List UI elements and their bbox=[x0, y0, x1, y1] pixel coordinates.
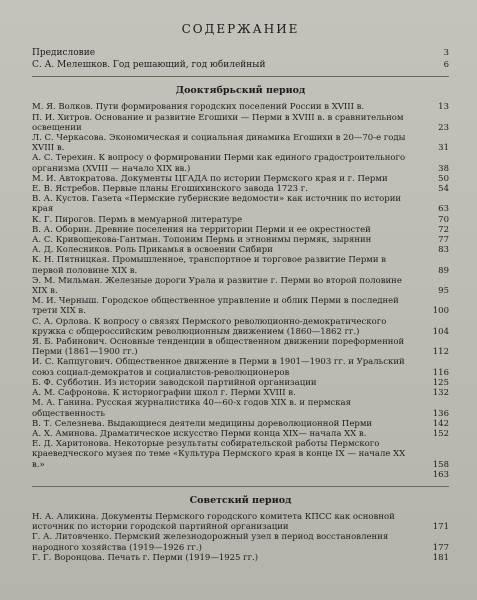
toc-entry bbox=[32, 48, 449, 58]
entry-page: 83 bbox=[438, 245, 449, 256]
entry-page: 13 bbox=[438, 102, 449, 113]
toc-entry bbox=[32, 296, 449, 316]
toc-entry bbox=[32, 245, 449, 255]
toc-entry bbox=[32, 153, 449, 173]
entry-text: А. Х. Аминова. Драматическое искусство Перми конца XIX— начала XX в. bbox=[32, 428, 367, 439]
entry-page: 163 bbox=[432, 469, 449, 480]
toc-entry bbox=[32, 235, 449, 245]
entry-page: 100 bbox=[432, 306, 449, 317]
toc-entry bbox=[32, 388, 449, 398]
entry-page: 70 bbox=[438, 214, 449, 225]
entry-page: 89 bbox=[438, 265, 449, 276]
divider bbox=[32, 486, 449, 487]
toc-entry bbox=[32, 512, 449, 532]
toc-entry bbox=[32, 419, 449, 429]
page-title: СОДЕРЖАНИЕ bbox=[181, 22, 300, 36]
entry-text: С. А. Мелешков. Год решающий, год юбилейный bbox=[32, 60, 266, 71]
toc-entry bbox=[32, 378, 449, 388]
entry-text: К. Г. Пирогов. Пермь в мемуарной литературе bbox=[32, 214, 243, 225]
entry-page: 177 bbox=[432, 542, 449, 553]
entry-text: Г. Г. Воронцова. Печать г. Перми (1919—1925 гг.) bbox=[32, 552, 259, 563]
toc-entry bbox=[32, 553, 449, 563]
entry-text: М. А. Ганина. Русская журналистика 40—60-х годов XIX в. и пермская общественность bbox=[32, 398, 351, 419]
toc-entry bbox=[32, 337, 449, 357]
entry-text: П. И. Хитров. Основание и развитие Егошихи — Перми в XVIII в. в сравнительном освещении bbox=[32, 112, 404, 133]
entry-text: Л. С. Черкасова. Экономическая и социальная динамика Егошихи в 20—70-е годы XVIII в. bbox=[32, 133, 406, 154]
toc-entry bbox=[32, 398, 449, 418]
section-heading-soviet: Советский период bbox=[189, 494, 292, 506]
entry-text: И. С. Капцугович. Общественное движение в Перми в 1901—1903 гг. и Уральский союз социал-демократов и социалистов-революционеров bbox=[32, 357, 405, 378]
entry-text: Г. А. Литовченко. Пермский железнодорожный узел в период восстановления народного хозяйства (1919—1926 гг.) bbox=[32, 532, 389, 553]
toc-entry bbox=[32, 184, 449, 194]
entry-text: Э. М. Мильман. Железные дороги Урала и развитие г. Перми во второй половине XIX в. bbox=[32, 275, 402, 297]
entry-page: 54 bbox=[438, 184, 449, 195]
toc-entry bbox=[32, 102, 449, 112]
toc-entry bbox=[32, 133, 449, 153]
entry-page: 38 bbox=[438, 163, 449, 174]
entry-page: 132 bbox=[432, 388, 449, 399]
toc-entry bbox=[32, 429, 449, 439]
entry-text: Н. А. Аликина. Документы Пермского городского комитета КПСС как основной источник по истории городской партийной организации bbox=[32, 511, 395, 533]
entry-page: 152 bbox=[432, 428, 449, 439]
entry-text: Б. Ф. Субботин. Из истории заводской партийной организации bbox=[32, 377, 317, 388]
entry-page: 31 bbox=[438, 143, 449, 154]
entry-text: А. С. Терехин. К вопросу о формировании Перми как единого градостроительного организма (XVIII — начало XIX вв.) bbox=[32, 153, 406, 174]
entry-text: А. М. Сафронова. К историографии школ г. Перми XVIII в. bbox=[32, 388, 296, 399]
toc-entry bbox=[32, 194, 449, 214]
entry-page: 77 bbox=[438, 235, 449, 246]
entry-text: А. Д. Колесников. Роль Прикамья в освоении Сибири bbox=[32, 245, 273, 256]
entry-page: 95 bbox=[438, 286, 449, 297]
entry-page: 158 bbox=[432, 459, 449, 470]
divider bbox=[32, 76, 449, 77]
entry-page: 23 bbox=[438, 122, 449, 133]
toc-entry bbox=[32, 60, 449, 70]
toc-entry bbox=[32, 317, 449, 337]
entry-page: 136 bbox=[432, 408, 449, 419]
entry-text: В. А. Кустов. Газета «Пермские губернские ведомости» как источник по истории края bbox=[32, 194, 402, 215]
toc-entry bbox=[32, 357, 449, 377]
toc-entry bbox=[32, 174, 449, 184]
section-heading-pre-october: Дооктябрьский период bbox=[175, 85, 306, 97]
toc-entry bbox=[32, 225, 449, 235]
entry-text: В. Т. Селезнева. Выдающиеся деятели медицины дореволюционной Перми bbox=[32, 418, 373, 429]
toc-entry bbox=[32, 113, 449, 133]
section-entries-pre-october bbox=[32, 102, 449, 469]
entry-text: М. И. Черныш. Городское общественное управление и облик Перми в последней трети XIX в. bbox=[32, 296, 399, 317]
entry-text: М. И. Автократова. Документы ЦГАДА по истории Пермского края и г. Перми bbox=[32, 173, 388, 184]
entry-text: С. А. Орлова. К вопросу о связях Пермского революционно-демократического кружка с общероссийским революционным движением (1860—1862 гг.) bbox=[32, 316, 387, 337]
entry-text: К. Н. Пятницкая. Промышленное, транспортное и торговое развитие Перми в первой половине XIX в. bbox=[32, 255, 387, 276]
entry-page: 72 bbox=[438, 224, 449, 235]
toc-entry bbox=[32, 255, 449, 275]
section-entries-soviet bbox=[32, 512, 449, 563]
entry-text: М. Я. Волков. Пути формирования городских поселений России в XVIII в. bbox=[32, 102, 365, 113]
entry-page: 142 bbox=[432, 418, 449, 429]
entry-page: 181 bbox=[432, 552, 449, 563]
entry-text: Е. Д. Харитонова. Некоторые результаты собирательской работы Пермского краеведческого музея по теме «Культура Пермского края в конце IX — начале XX в.» bbox=[32, 439, 406, 470]
toc-entry bbox=[32, 532, 449, 552]
entry-page: 6 bbox=[443, 60, 449, 71]
entry-text: Предисловие bbox=[32, 48, 96, 58]
entry-page: 104 bbox=[432, 326, 449, 337]
preface-list bbox=[32, 48, 449, 70]
entry-text: Е. В. Ястребов. Первые планы Егошихинского завода 1723 г. bbox=[32, 184, 308, 195]
entry-page: 125 bbox=[432, 377, 449, 388]
toc-entry bbox=[32, 439, 449, 470]
entry-page: 50 bbox=[438, 173, 449, 184]
entry-page: 112 bbox=[432, 347, 449, 358]
entry-page: 116 bbox=[432, 367, 449, 378]
entry-page: 63 bbox=[438, 204, 449, 215]
toc-entry bbox=[32, 276, 449, 296]
toc-entry bbox=[32, 215, 449, 225]
entry-text: А. С. Кривощекова-Гантман. Топоним Пермь и этнонимы пермяк, зырянин bbox=[32, 235, 372, 246]
toc-entry bbox=[32, 470, 449, 480]
entry-page: 171 bbox=[432, 522, 449, 533]
entry-page: 3 bbox=[443, 48, 449, 58]
entry-text: В. А. Оборин. Древние поселения на территории Перми и ее окрестностей bbox=[32, 224, 371, 235]
entry-text: Я. Б. Рабинович. Основные тенденции в общественном движении пореформенной Перми (1861—1900 гг.) bbox=[32, 337, 405, 358]
